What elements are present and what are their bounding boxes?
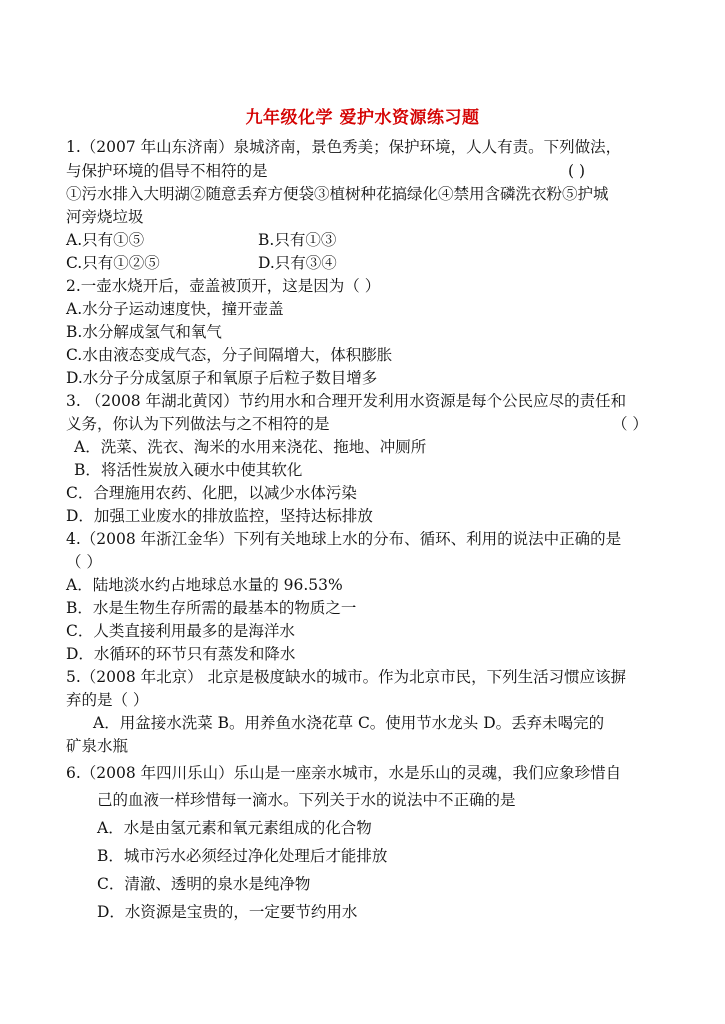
q6-option-b: B．城市污水必须经过净化处理后才能排放 — [97, 847, 388, 865]
q1-answer-paren: ( ) — [568, 162, 586, 180]
q2-option-a: A.水分子运动速度快，撞开壶盖 — [66, 300, 284, 318]
q4-option-d: D．水循环的环节只有蒸发和降水 — [66, 645, 296, 663]
q6-line-1: 6.（2008 年四川乐山）乐山是一座亲水城市，水是乐山的灵魂，我们应象珍惜自 — [66, 764, 622, 782]
q4-option-c: C．人类直接利用最多的是海洋水 — [66, 622, 295, 640]
q2-option-c: C.水由液态变成气态，分子间隔增大，体积膨胀 — [66, 346, 393, 364]
q1-option-b: B.只有①③ — [258, 231, 337, 249]
q1-option-d: D.只有③④ — [258, 254, 337, 272]
q3-option-c: C．合理施用农药、化肥，以减少水体污染 — [66, 484, 357, 502]
q3-line-2: 义务，你认为下列做法与之不相符的是 — [66, 415, 330, 433]
q1-line-1: 1.（2007 年山东济南）泉城济南，景色秀美；保护环境，人人有责。下列做法， — [66, 138, 622, 156]
q6-option-a: A．水是由氢元素和氧元素组成的化合物 — [97, 819, 372, 837]
q2-option-d: D.水分子分成氢原子和氧原子后粒子数目增多 — [66, 369, 378, 387]
q4-option-b: B．水是生物生存所需的最基本的物质之一 — [66, 599, 357, 617]
q5-line-4: 矿泉水瓶 — [66, 737, 129, 755]
q2-option-b: B.水分解成氢气和氧气 — [66, 323, 222, 341]
q3-answer-paren: （ ） — [612, 415, 648, 433]
q5-line-2: 弃的是（ ） — [66, 691, 149, 709]
q1-option-a: A.只有①⑤ — [66, 231, 145, 249]
q4-line-1: 4.（2008 年浙江金华）下列有关地球上水的分布、循环、利用的说法中正确的是 — [66, 530, 622, 548]
q6-line-2: 己的血液一样珍惜每一滴水。下列关于水的说法中不正确的是 — [97, 791, 516, 809]
q4-option-a: A．陆地淡水约占地球总水量的 96.53% — [66, 576, 343, 594]
q1-line-4: 河旁烧垃圾 — [66, 208, 144, 226]
q5-line-3: A．用盆接水洗菜 B。用养鱼水浇花草 C。使用节水龙头 D。丢弃未喝完的 — [93, 714, 605, 732]
q1-option-c: C.只有①②⑤ — [66, 254, 160, 272]
q6-option-c: C．清澈、透明的泉水是纯净物 — [97, 875, 311, 893]
q5-line-1: 5.（2008 年北京） 北京是极度缺水的城市。作为北京市民，下列生活习惯应该摒 — [66, 668, 627, 686]
q2-stem: 2.一壶水烧开后，壶盖被顶开，这是因为（ ） — [66, 277, 381, 295]
q3-option-a: A．洗菜、洗衣、淘米的水用来浇花、拖地、冲厕所 — [74, 438, 427, 456]
q1-line-3: ①污水排入大明湖②随意丢弃方便袋③植树种花搞绿化④禁用含磷洗衣粉⑤护城 — [66, 185, 609, 203]
q3-line-1: 3. （2008 年湖北黄冈）节约用水和合理开发利用水资源是每个公民应尽的责任和 — [66, 392, 627, 410]
q4-line-2: （ ） — [66, 553, 102, 571]
q3-option-b: B．将活性炭放入硬水中使其软化 — [74, 461, 303, 479]
page-title: 九年级化学 爱护水资源练习题 — [245, 108, 480, 128]
q3-option-d: D．加强工业废水的排放监控，坚持达标排放 — [66, 507, 373, 525]
q1-line-2: 与保护环境的倡导不相符的是 — [66, 162, 268, 180]
q6-option-d: D．水资源是宝贵的，一定要节约用水 — [97, 903, 358, 921]
